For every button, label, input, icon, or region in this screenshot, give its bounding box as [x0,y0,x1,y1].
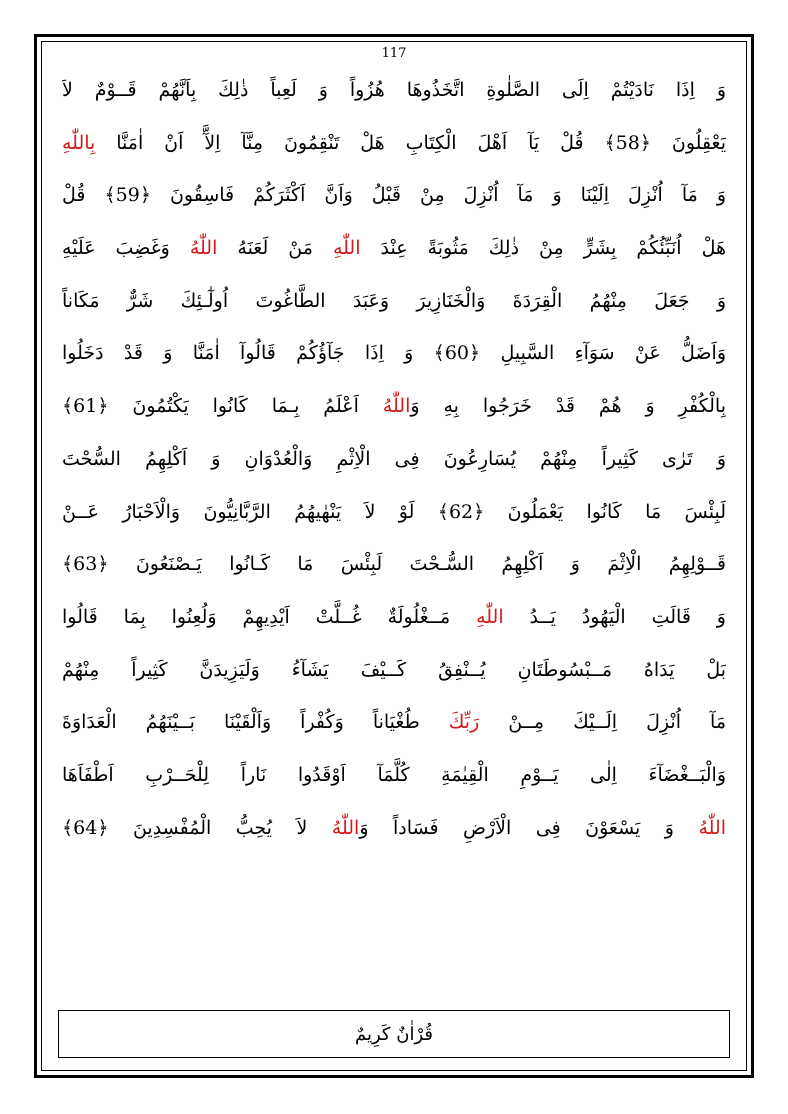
text-line [62,64,726,117]
divine-name-highlight: اللّٰهُ [698,816,726,839]
text-line [62,169,726,222]
text-segment: وَ جَعَلَ مِنْهُمُ الْقِرَدَةَ وَالْخَنَازِيرَ وَعَبَدَ الطَّاغُوتَ اُولٰٓـئِكَ شَرٌّ مَكَاناً [62,289,726,312]
divine-name-highlight: اللّٰهِ [332,237,361,260]
text-segment: وَ تَرٰى كَثِيراً مِنْهُمْ يُسَارِعُونَ فِى الْاِثْمِ وَالْعُدْوَانِ وَ اَكْلِهِمُ السُّحْتَ [62,447,726,470]
text-segment: وَ اِذَا نَادَيْتُمْ اِلَى الصَّلٰوةِ اتَّخَذُوهَا هُزُواً وَ لَعِباً ذٰلِكَ بِاَنَّهُمْ قَــوْمٌ لاَ [62,79,726,101]
text-line [62,222,726,275]
text-line [62,380,726,433]
text-segment: وَغَضِبَ عَلَيْهِ [62,237,190,260]
text-segment: وَ قَالَتِ الْيَهُودُ يَــدُ [503,605,726,628]
text-segment: مَآ اُنْزِلَ اِلَــيْكَ مِــنْ [479,711,726,734]
text-segment: بِالْكُفْرِ وَ هُمْ قَدْ خَرَجُوا بِهِ وَ [410,395,726,418]
text-segment: قَــوْلِهِمُ الْاِثْمَ وَ اَكْلِهِمُ السُّـحْتَ لَبِئْسَ مَا كَـانُوا يَـصْنَعُونَ ﴿63﴾ [62,553,726,576]
text-line [62,644,726,697]
text-line [62,591,726,644]
text-line [62,538,726,591]
text-segment: طُغْيَاناً وَكُفْراً وَاَلْقَيْنَا بَــيْنَهُمُ الْعَدَاوَةَ [62,711,449,734]
divine-name-highlight: رَبِّكَ [448,711,480,734]
divine-name-highlight: اللّٰهِ [476,605,504,628]
text-line [62,696,726,749]
divine-name-highlight: اللّٰهُ [331,816,360,839]
text-segment: مَــغْلُولَةٌ غُــلَّتْ اَيْدِيهِمْ وَلُعِنُوا بِمَا قَالُوا [62,605,477,628]
text-line [62,433,726,486]
text-line [62,327,726,380]
text-segment: يَعْقِلُونَ ﴿58﴾ قُلْ يَآ اَهْلَ الْكِتَابِ هَلْ تَنْقِمُونَ مِنَّآ اِلآَّ اَنْ اٰمَنَّا [95,131,726,154]
text-segment: وَ مَآ اُنْزِلَ اِلَيْنَا وَ مَآ اُنْزِلَ مِنْ قَبْلُ وَاَنَّ اَكْثَرَكُمْ فَاسِقُونَ ﴿59﴾ قُلْ [62,184,726,207]
text-segment: وَاَضَلُّ عَنْ سَوَآءِ السَّبِيلِ ﴿60﴾ وَ اِذَا جَآؤُكُمْ قَالُوآ اٰمَنَّا وَ قَدْ دَخَلُوا [62,342,726,365]
text-segment: وَ يَسْعَوْنَ فِى الْاَرْضِ فَسَاداً وَ [359,816,699,839]
divine-name-highlight: اللّٰهُ [189,237,218,260]
text-line [62,275,726,328]
text-segment: بَلْ يَدَاهُ مَــبْسُوطَتَانِ يُــنْفِقُ كَــيْفَ يَشَآءُ وَلَيَزِيدَنَّ كَثِيراً مِنْهُمْ [62,658,726,681]
page-number: 117 [381,46,407,61]
divine-name-highlight: اللّٰهُ [382,395,411,418]
text-line [62,486,726,539]
text-segment: هَلْ اُنَبِّئُكُمْ بِشَرٍّ مِنْ ذٰلِكَ مَثُوبَةً عِنْدَ [360,237,726,260]
text-line [62,749,726,802]
text-segment: لَبِئْسَ مَا كَانُوا يَعْمَلُونَ ﴿62﴾ لَوْ لاَ يَنْهٰيهُمُ الرَّبَّانِيُّونَ وَالْاَحْبَارُ عَــنْ [62,500,726,523]
text-segment: مَنْ لَعَنَهُ [217,237,333,260]
text-segment: لاَ يُحِبُّ الْمُفْسِدِينَ ﴿64﴾ [62,816,332,839]
quran-text-block [62,64,726,854]
text-line [62,802,726,855]
divine-name-highlight: بِاللّٰهِ [62,131,96,154]
text-segment: اَعْلَمُ بِـمَا كَانُوا يَكْتُمُونَ ﴿61﴾ [62,395,383,418]
footer-box [58,1010,730,1058]
footer-title: قُرْاٰنٌ كَرِيمٌ [355,1023,433,1045]
text-segment: وَالْبَــغْضَآءَ اِلٰى يَــوْمِ الْقِيٰمَةِ كُلَّمَآ اَوْقَدُوا نَاراً لِلْحَــرْبِ اَطْفَاَهَا [62,763,726,786]
text-line [62,117,726,170]
